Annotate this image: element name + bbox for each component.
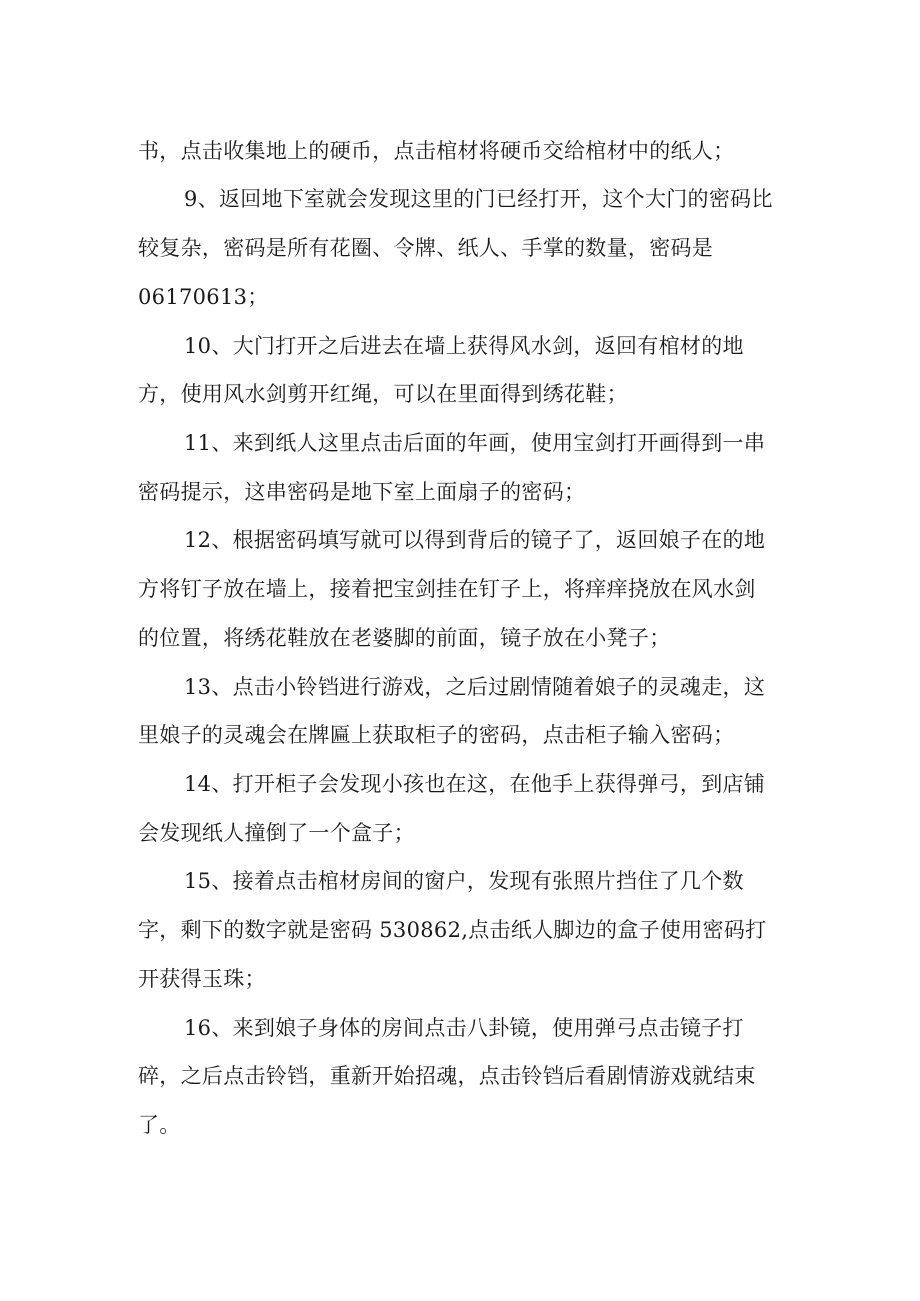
text-line: 12、根据密码填写就可以得到背后的镜子了，返回娘子在的地 [184,528,766,552]
text-line: 13、点击小铃铛进行游戏，之后过剧情随着娘子的灵魂走，这 [184,675,766,699]
text-line: 10、大门打开之后进去在墙上获得风水剑，返回有棺材的地 [184,334,744,358]
text-line: 15、接着点击棺材房间的窗户，发现有张照片挡住了几个数 [184,869,744,893]
text-line: 密码提示，这串密码是地下室上面扇子的密码； [138,480,586,504]
text-line: 的位置，将绣花鞋放在老婆脚的前面，镜子放在小凳子； [138,626,671,650]
text-line: 开获得玉珠； [138,967,266,991]
text-line: 较复杂，密码是所有花圈、令牌、纸人、手掌的数量，密码是 [138,236,714,260]
text-line: 字，剩下的数字就是密码 530862,点击纸人脚边的盒子使用密码打 [138,918,767,942]
text-line: 方，使用风水剑剪开红绳，可以在里面得到绣花鞋； [138,382,628,406]
text-line: 9、返回地下室就会发现这里的门已经打开，这个大门的密码比 [184,187,773,211]
text-line: 16、来到娘子身体的房间点击八卦镜，使用弹弓点击镜子打 [184,1016,744,1040]
text-line: 书，点击收集地上的硬币，点击棺材将硬币交给棺材中的纸人； [138,139,735,163]
text-line: 方将钉子放在墙上，接着把宝剑挂在钉子上，将痒痒挠放在风水剑 [138,577,756,601]
text-line: 碎，之后点击铃铛，重新开始招魂，点击铃铛后看剧情游戏就结束 [138,1064,756,1088]
text-line: 里娘子的灵魂会在牌匾上获取柜子的密码，点击柜子输入密码； [138,723,735,747]
text-line: 会发现纸人撞倒了一个盒子； [138,821,415,845]
text-line: 06170613； [138,285,269,309]
text-line: 14、打开柜子会发现小孩也在这，在他手上获得弹弓，到店铺 [184,772,766,796]
text-line: 11、来到纸人这里点击后面的年画，使用宝剑打开画得到一串 [184,431,766,455]
text-line: 了。 [138,1113,181,1137]
